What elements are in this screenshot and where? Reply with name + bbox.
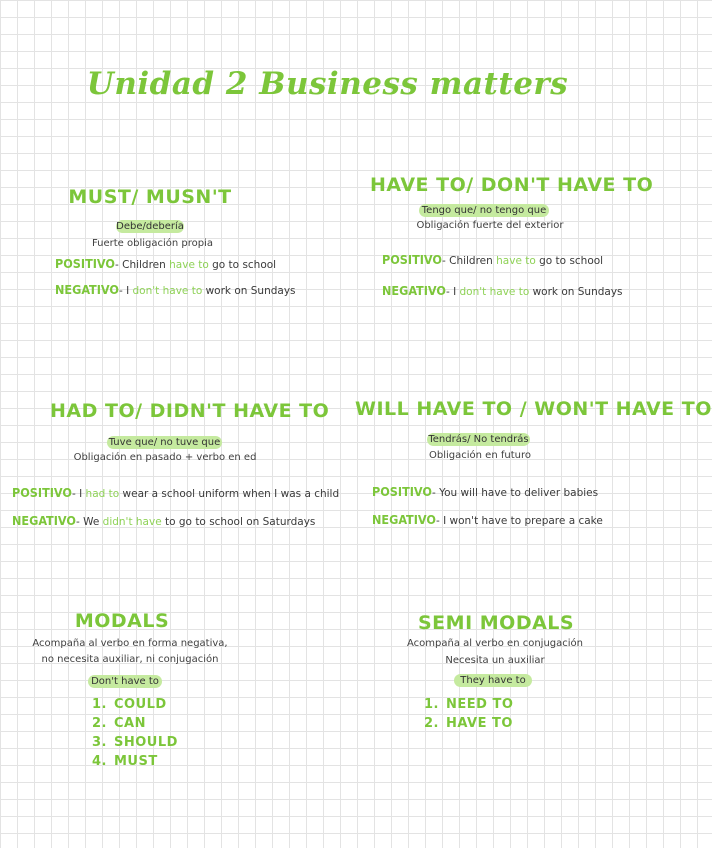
example-text: - Children [114,259,170,271]
semi-modals-heading: SEMI MODALS [418,612,575,634]
example-text: to go to school on Saturdays [161,516,316,528]
will-have-to-positive-line [372,484,598,499]
will-have-to-pill: Tendrás/ No tendrás [428,434,529,445]
negative-label: NEGATIVO [382,283,446,298]
negative-label: NEGATIVO [12,513,76,528]
negative-label: NEGATIVO [55,282,119,297]
list-item: 4. MUST [92,754,158,769]
highlight-text: have to [169,259,209,271]
had-to-positive-line [12,485,339,500]
example-text: - Children [441,255,497,267]
modals-list [92,695,178,771]
will-have-to-negative-line [372,512,603,527]
had-to-negative-line [12,513,315,528]
modals-note-1: Acompaña al verbo en forma negativa, [32,638,228,649]
will-have-to-note: Obligación en futuro [429,450,531,461]
modals-heading: MODALS [74,610,170,632]
have-to-note: Obligación fuerte del exterior [416,220,564,231]
list-item: 2. HAVE TO [424,716,513,731]
example-text: work on Sundays [202,285,296,297]
page-title: Unidad 2 Business matters [86,66,569,102]
had-to-heading: HAD TO/ DIDN'T HAVE TO [50,400,330,422]
highlight-text: had to [85,488,120,500]
highlight-text: don't have to [132,285,203,297]
will-have-to-heading: WILL HAVE TO / WON'T HAVE TO [355,398,712,420]
must-negative-line [55,282,296,297]
semi-modals-pill: They have to [454,674,532,687]
semi-modals-note-2: Necesita un auxiliar [445,655,545,666]
list-item: 2. CAN [92,716,146,731]
example-text: - I [445,286,460,298]
have-to-positive-line [382,252,603,267]
had-to-note: Obligación en pasado + verbo en ed [73,452,257,463]
highlight-text: didn't have [102,516,162,528]
must-note: Fuerte obligación propia [91,238,214,249]
had-to-pill: Tuve que/ no tuve que [108,437,221,448]
must-heading: MUST/ MUSN'T [68,186,232,208]
highlight-text: have to [496,255,536,267]
semi-modals-list [424,695,513,733]
semi-modals-note-1: Acompaña al verbo en conjugación [406,638,583,649]
example-text: go to school [208,259,277,271]
negative-label: NEGATIVO [372,512,436,527]
example-text: go to school [535,255,604,267]
list-item: 1. COULD [92,697,167,712]
have-to-pill: Tengo que/ no tengo que [419,204,549,217]
list-item: 1. NEED TO [424,697,514,712]
positive-label: POSITIVO [12,485,72,500]
positive-label: POSITIVO [382,252,442,267]
example-text: - I [71,488,86,500]
example-text: - I won't have to prepare a cake [435,515,603,527]
example-text: work on Sundays [529,286,623,298]
modals-pill: Don't have to [88,675,162,688]
list-item: 3. SHOULD [92,735,178,750]
example-text: - We [75,516,103,528]
must-positive-line [55,256,276,271]
positive-label: POSITIVO [55,256,115,271]
example-text: - You will have to deliver babies [431,487,599,499]
highlight-text: don't have to [459,286,530,298]
modals-note-2: no necesita auxiliar, ni conjugación [41,654,219,665]
have-to-heading: HAVE TO/ DON'T HAVE TO [370,174,654,196]
example-text: wear a school uniform when I was a child [119,488,340,500]
must-pill: Debe/debería [116,221,184,232]
have-to-negative-line [382,283,623,298]
positive-label: POSITIVO [372,484,432,499]
example-text: - I [118,285,133,297]
